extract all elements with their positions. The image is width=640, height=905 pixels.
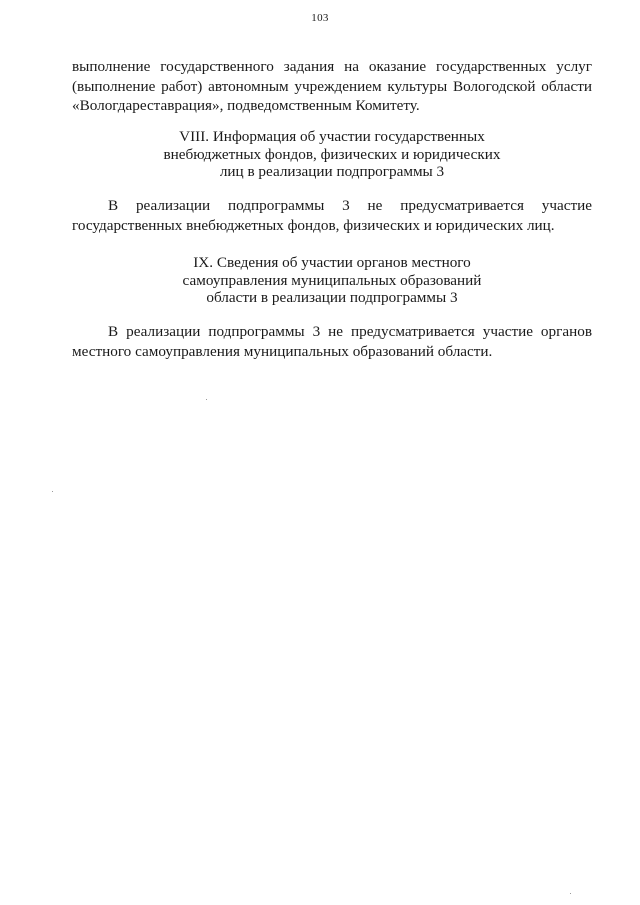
section-9-body: В реализации подпрограммы 3 не предусматривается участие органов местного самоуправления муниципальных образований области.	[72, 323, 592, 360]
section-8-heading	[72, 128, 592, 181]
section-8-heading-line-3: лиц в реализации подпрограммы 3	[219, 163, 445, 180]
scan-speck	[206, 399, 207, 400]
section-8-body: В реализации подпрограммы 3 не предусматривается участие государственных внебюджетных фондов, физических и юридических лиц.	[72, 197, 592, 234]
section-9-heading	[72, 254, 592, 307]
section-9-heading-line-1: IX. Сведения об участии органов местного	[193, 254, 471, 271]
section-9-heading-line-3: области в реализации подпрограммы 3	[206, 289, 458, 306]
section-8-heading-line-1: VIII. Информация об участии государственных	[179, 128, 485, 145]
section-8-heading-line-2: внебюджетных фондов, физических и юридических	[163, 145, 501, 163]
page-number: 103	[311, 12, 329, 24]
scan-speck	[52, 491, 53, 492]
scan-speck	[570, 893, 571, 894]
intro-paragraph: выполнение государственного задания на оказание государственных услуг (выполнение работ) автономным учреждением культуры Вологодской области «Вологдареставрация», подведомственным Комитету.	[72, 58, 592, 114]
section-9-heading-line-2: самоуправления муниципальных образований	[182, 271, 482, 289]
